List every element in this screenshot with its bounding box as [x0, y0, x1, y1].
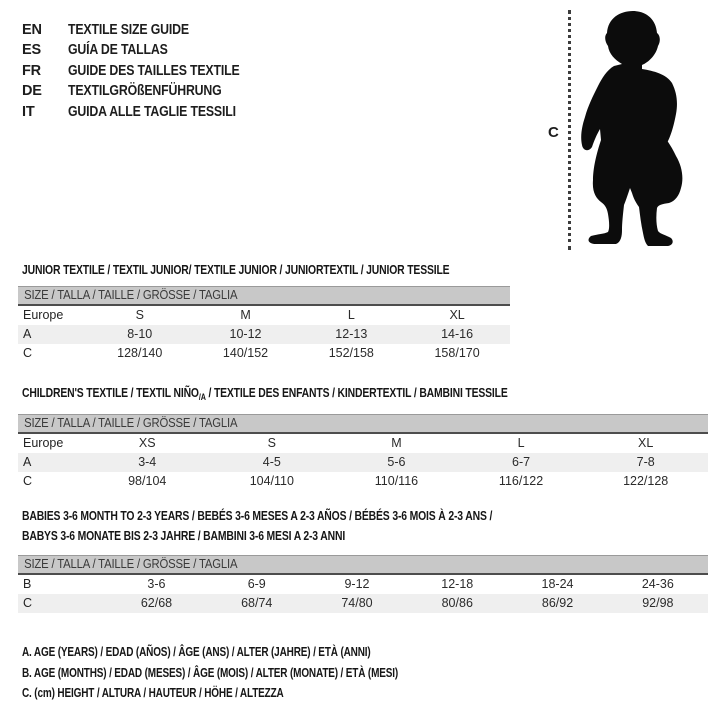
junior-size-table [18, 286, 510, 363]
size-cell: 12-13 [335, 327, 368, 341]
size-cell: 74/80 [341, 596, 373, 610]
row-label: C [23, 474, 33, 488]
size-cell: L [517, 436, 525, 450]
size-cell: 110/116 [374, 474, 419, 488]
size-header-text: SIZE / TALLA / TAILLE / GRÖSSE / TAGLIA [24, 415, 238, 430]
table-row-months [18, 575, 708, 594]
size-cell: 128/140 [117, 346, 163, 360]
size-cell: 12-18 [441, 577, 474, 591]
babies-size-table [18, 555, 708, 613]
size-header-band [18, 414, 708, 434]
size-cell: 9-12 [344, 577, 370, 591]
language-row [22, 20, 270, 40]
size-cell: 3-4 [138, 455, 157, 469]
table-row-age [18, 325, 510, 344]
table-row-europe [18, 306, 510, 325]
size-cell: 104/110 [249, 474, 294, 488]
row-label: A [23, 327, 32, 341]
table-row-height [18, 472, 708, 491]
table-row-europe [18, 434, 708, 453]
language-code: DE [22, 83, 42, 100]
children-section-title [22, 383, 508, 407]
size-cell: 62/68 [140, 596, 173, 610]
language-row [22, 102, 270, 122]
legend-note-b: B. AGE (MONTHS) / EDAD (MESES) / ÂGE (MOIS) / ALTER (MONATE) / ETÀ (MESI) [22, 665, 399, 680]
row-label: C [23, 346, 33, 360]
junior-table [18, 306, 510, 363]
size-header-text: SIZE / TALLA / TAILLE / GRÖSSE / TAGLIA [24, 287, 238, 302]
size-cell: S [135, 308, 144, 322]
language-code: EN [22, 22, 42, 38]
language-code: IT [22, 103, 35, 120]
size-cell: 68/74 [241, 596, 273, 610]
size-header-band [18, 555, 708, 575]
row-label: Europe [23, 436, 64, 450]
size-cell: XL [638, 436, 654, 450]
children-title-pre: CHILDREN'S TEXTILE / TEXTIL NIÑO [22, 385, 199, 400]
size-cell: 4-5 [262, 455, 281, 469]
language-row [22, 81, 270, 101]
size-cell: 86/92 [541, 596, 574, 610]
language-code: ES [22, 42, 41, 59]
size-cell: 152/158 [328, 346, 374, 360]
toddler-silhouette-icon [576, 8, 708, 250]
size-cell: 98/104 [128, 474, 167, 488]
size-cell: L [347, 308, 355, 322]
legend-notes [22, 642, 492, 704]
size-cell: 6-7 [512, 455, 531, 469]
children-title-post: / TEXTILE DES ENFANTS / KINDERTEXTIL / BAMBINI TESSILE [205, 385, 508, 400]
size-cell: XL [449, 308, 465, 322]
babies-section-title [22, 506, 492, 546]
size-cell: S [267, 436, 276, 450]
language-code: FR [22, 62, 41, 79]
language-row [22, 61, 270, 81]
legend-note-a: A. AGE (YEARS) / EDAD (AÑOS) / ÂGE (ANS) / ALTER (JAHRE) / ETÀ (ANNI) [22, 645, 371, 659]
height-measure-label: C [548, 124, 559, 141]
table-row-height [18, 594, 708, 613]
row-label: C [23, 596, 33, 610]
size-cell: 24-36 [641, 577, 674, 591]
size-cell: 18-24 [541, 577, 574, 591]
language-title: GUIDA ALLE TAGLIE TESSILI [68, 103, 236, 120]
height-dotted-line [568, 10, 571, 250]
size-header-text: SIZE / TALLA / TAILLE / GRÖSSE / TAGLIA [24, 556, 238, 571]
row-label: B [23, 577, 32, 591]
children-size-table [18, 414, 708, 491]
size-cell: XS [138, 436, 156, 450]
size-cell: M [391, 436, 402, 450]
size-cell: 8-10 [127, 327, 153, 341]
size-cell: 10-12 [229, 327, 262, 341]
size-cell: 122/128 [623, 474, 669, 488]
babies-title-line1: BABIES 3-6 MONTH TO 2-3 YEARS / BEBÉS 3-6 MESES A 2-3 AÑOS / BÉBÉS 3-6 MOIS À 2-3 ANS / [22, 508, 493, 523]
size-cell: 5-6 [387, 455, 406, 469]
size-cell: 92/98 [642, 596, 674, 610]
children-table [18, 434, 708, 491]
size-header-band [18, 286, 510, 306]
babies-table [18, 575, 708, 613]
row-label: Europe [23, 308, 64, 322]
table-row-age [18, 453, 708, 472]
row-label: A [23, 455, 32, 469]
language-title: TEXTILE SIZE GUIDE [68, 22, 189, 38]
legend-note-c: C. (cm) HEIGHT / ALTURA / HAUTEUR / HÖHE / ALTEZZA [22, 686, 284, 701]
language-title: GUIDE DES TAILLES TEXTILE [68, 62, 240, 79]
size-cell: 6-9 [247, 577, 266, 591]
size-cell: 14-16 [441, 327, 474, 341]
size-cell: 140/152 [222, 346, 269, 360]
size-cell: 3-6 [147, 577, 166, 591]
language-row [22, 40, 270, 60]
language-title: TEXTILGRÖßENFÜHRUNG [68, 83, 222, 100]
size-cell: 158/170 [434, 346, 480, 360]
language-title-list [22, 20, 270, 122]
size-cell: M [240, 308, 251, 322]
babies-title-line2: BABYS 3-6 MONATE BIS 2-3 JAHRE / BAMBINI 3-6 MESI A 2-3 ANNI [22, 528, 346, 543]
size-cell: 7-8 [636, 455, 655, 469]
children-title-sub: /A [198, 392, 206, 402]
size-cell: 80/86 [441, 596, 473, 610]
language-title: GUÍA DE TALLAS [68, 42, 168, 59]
size-cell: 116/122 [498, 474, 544, 488]
table-row-height [18, 344, 510, 363]
junior-section-title: JUNIOR TEXTILE / TEXTIL JUNIOR/ TEXTILE JUNIOR / JUNIORTEXTIL / JUNIOR TESSILE [22, 262, 450, 277]
